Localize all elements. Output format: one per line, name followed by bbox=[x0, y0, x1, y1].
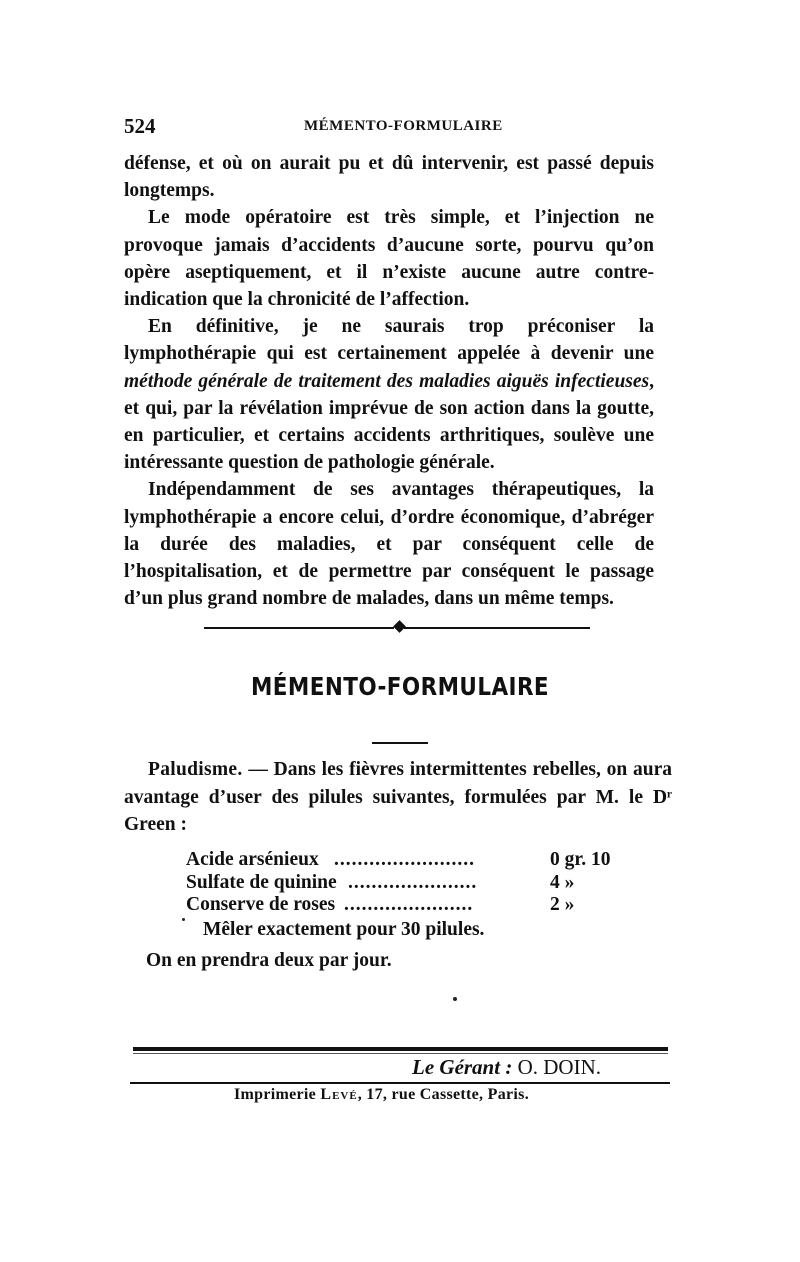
printer-name: Levé bbox=[320, 1086, 358, 1103]
footer-rule-bottom bbox=[130, 1082, 670, 1084]
paragraph-4: Indépendamment de ses avantages thérapeutiques, la lymphothérapie a encore celui, d’ordre économique, d’abréger la durée des maladies, et par conséquent celle de l’hospitalisation, et de permettre par conséquent le passage d’un plus grand nombre de malades, dans un même temps. bbox=[124, 479, 654, 610]
recipe-instruction: Mêler exactement pour 30 pilules. bbox=[203, 919, 485, 940]
recipe-intro bbox=[124, 756, 672, 839]
article-body bbox=[124, 150, 654, 612]
recipe-block bbox=[124, 756, 672, 971]
ingredient-name: Conserve de roses bbox=[186, 894, 336, 915]
paragraph-2: Le mode opératoire est très simple, et l’injection ne provoque jamais d’accidents d’aucune sorte, pourvu qu’on opère aseptiquement, et il n’existe aucune autre contre-indication que la chronicité de l’affection. bbox=[124, 207, 654, 311]
recipe-intro-text: — Dans les fièvres intermittentes rebelles, on aura avantage d’user des pilules suivantes, formulées par M. le Dʳ Green : bbox=[124, 759, 672, 836]
footer-rule-thick bbox=[133, 1047, 668, 1051]
gerant-label: Le Gérant : bbox=[412, 1055, 513, 1079]
ingredient-quantity: 0 gr. 10 bbox=[550, 849, 611, 870]
publisher-manager bbox=[412, 1055, 601, 1080]
separator-line-left bbox=[204, 627, 394, 629]
recipe-posology: On en prendra deux par jour. bbox=[146, 950, 392, 971]
leader-dots: ........................ bbox=[334, 849, 475, 870]
leader-dots: ...................... bbox=[344, 894, 474, 915]
page-number: 524 bbox=[124, 114, 156, 138]
printer-imprint bbox=[234, 1086, 529, 1104]
ingredient-name: Sulfate de quinine bbox=[186, 871, 337, 893]
separator-line-right bbox=[404, 627, 590, 629]
ingredient-quantity: 4 » bbox=[550, 871, 575, 893]
print-speck bbox=[453, 997, 457, 1001]
ingredient-quantity: 2 » bbox=[550, 894, 575, 915]
paragraph-3 bbox=[124, 313, 654, 476]
ingredient-name: Acide arsénieux bbox=[186, 849, 319, 870]
section-title: MÉMENTO-FORMULAIRE bbox=[250, 672, 550, 701]
paragraph-1: défense, et où on aurait pu et dû intervenir, est passé depuis longtemps. bbox=[124, 153, 654, 202]
footer-rule-thin bbox=[133, 1053, 668, 1054]
paragraph-3-text-b: , et qui, par la révélation imprévue de son action dans la goutte, en particulier, et certains accidents arthritiques, soulève une intéressante question de pathologie générale. bbox=[124, 370, 654, 474]
title-rule bbox=[372, 742, 428, 744]
recipe-lead: Paludisme. bbox=[148, 759, 243, 780]
ingredient-row bbox=[186, 894, 626, 917]
ingredient-row bbox=[186, 849, 626, 872]
imprint-address: , 17, rue Cassette, Paris. bbox=[357, 1086, 530, 1103]
page-header bbox=[124, 114, 654, 138]
ingredient-row bbox=[186, 872, 626, 895]
leader-dots: ...................... bbox=[348, 871, 478, 893]
paragraph-3-text-a: En définitive, je ne saurais trop préconiser la lymphothérapie qui est certainement appelée à devenir une bbox=[124, 316, 654, 365]
paragraph-3-emphasis: méthode générale de traitement des maladies aiguës infectieuses bbox=[124, 370, 650, 392]
print-speck bbox=[182, 918, 185, 921]
ingredient-list bbox=[186, 849, 626, 917]
imprint-prefix: Imprimerie bbox=[234, 1086, 321, 1103]
running-title: MÉMENTO-FORMULAIRE bbox=[304, 118, 503, 134]
ornamental-separator bbox=[204, 622, 590, 632]
gerant-name: O. DOIN. bbox=[517, 1055, 601, 1079]
